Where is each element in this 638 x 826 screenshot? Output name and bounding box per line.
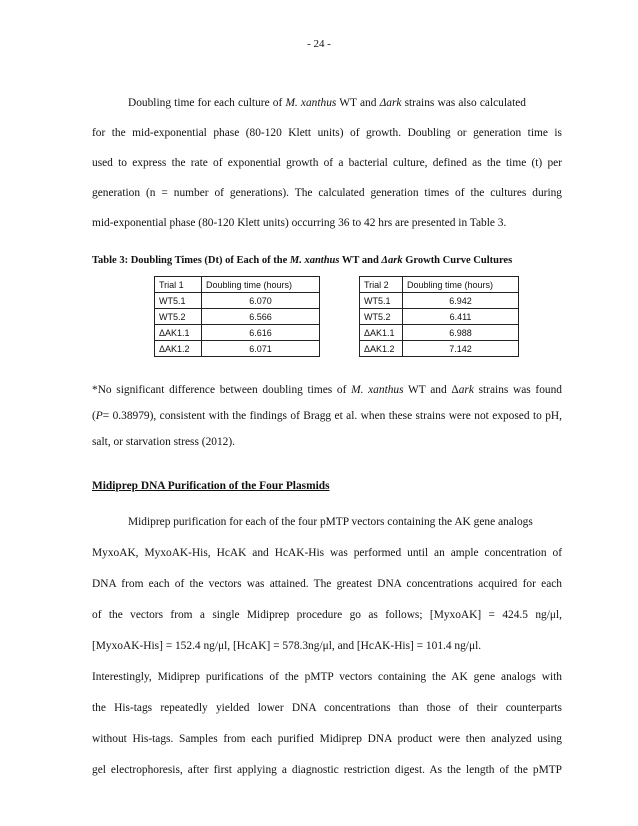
- table-row: [360, 309, 519, 325]
- table-header-row: [360, 277, 519, 293]
- table-cell: 6.071: [202, 341, 320, 357]
- paragraph-line: DNA from each of the vectors was attained. The greatest DNA concentrations acquired for each: [92, 578, 562, 590]
- column-header: Doubling time (hours): [202, 277, 320, 293]
- table-row: [155, 341, 320, 357]
- table-cell: ΔAK1.1: [360, 325, 403, 341]
- column-header: Doubling time (hours): [403, 277, 519, 293]
- paragraph-line: the His-tags repeatedly yielded lower DNA concentrations than those of their counterparts: [92, 702, 562, 714]
- table-row: [360, 325, 519, 341]
- column-header: Trial 1: [155, 277, 202, 293]
- table-row: [155, 309, 320, 325]
- table-cell: 6.988: [403, 325, 519, 341]
- table-cell: ΔAK1.2: [155, 341, 202, 357]
- table-cell: 6.942: [403, 293, 519, 309]
- paragraph-line: of the vectors from a single Midiprep procedure go as follows; [MyxoAK] = 424.5 ng/μl,: [92, 609, 562, 621]
- paragraph-line: gel electrophoresis, after first applying a diagnostic restriction digest. As the length of the pMTP: [92, 764, 562, 776]
- table-cell: WT5.2: [360, 309, 403, 325]
- table-cell: 7.142: [403, 341, 519, 357]
- table-cell: 6.411: [403, 309, 519, 325]
- note-line: salt, or starvation stress (2012).: [92, 436, 235, 448]
- table-cell: 6.616: [202, 325, 320, 341]
- table-row: [155, 325, 320, 341]
- paragraph-line: Doubling time for each culture of M. xanthus WT and Δark strains was also calculated: [128, 97, 526, 109]
- section-heading: Midiprep DNA Purification of the Four Plasmids: [92, 480, 330, 492]
- table-caption: Table 3: Doubling Times (Dt) of Each of the M. xanthus WT and Δark Growth Curve Cultures: [92, 255, 513, 266]
- table-cell: ΔAK1.2: [360, 341, 403, 357]
- paragraph-line: Midiprep purification for each of the four pMTP vectors containing the AK gene analogs: [128, 516, 533, 528]
- paragraph-line: generation (n = number of generations). The calculated generation times of the cultures during: [92, 187, 562, 199]
- paragraph-line: used to express the rate of exponential growth of a bacterial culture, defined as the time (t) per: [92, 157, 562, 169]
- table-row: [360, 293, 519, 309]
- paragraph-line: without His-tags. Samples from each purified Midiprep DNA product were then analyzed using: [92, 733, 562, 745]
- table-cell: ΔAK1.1: [155, 325, 202, 341]
- column-header: Trial 2: [360, 277, 403, 293]
- paragraph-line: MyxoAK, MyxoAK-His, HcAK and HcAK-His was performed until an ample concentration of: [92, 547, 562, 559]
- table-header-row: [155, 277, 320, 293]
- note-line: (P= 0.38979), consistent with the findings of Bragg et al. when these strains were not exposed to pH,: [92, 410, 562, 422]
- table-row: [360, 341, 519, 357]
- paragraph-line: Interestingly, Midiprep purifications of the pMTP vectors containing the AK gene analogs with: [92, 671, 562, 683]
- table-cell: WT5.2: [155, 309, 202, 325]
- table-trial-1: [154, 276, 320, 357]
- table-row: [155, 293, 320, 309]
- table-trial-2: [359, 276, 519, 357]
- note-line: *No significant difference between doubling times of M. xanthus WT and Δark strains was found: [92, 384, 562, 396]
- table-cell: WT5.1: [155, 293, 202, 309]
- table-cell: 6.070: [202, 293, 320, 309]
- paragraph-line: mid-exponential phase (80-120 Klett units) occurring 36 to 42 hrs are presented in Table 3.: [92, 217, 507, 229]
- table-cell: WT5.1: [360, 293, 403, 309]
- paragraph-line: [MyxoAK-His] = 152.4 ng/μl, [HcAK] = 578.3ng/μl, and [HcAK-His] = 101.4 ng/μl.: [92, 640, 482, 652]
- paragraph-line: for the mid-exponential phase (80-120 Klett units) of growth. Doubling or generation time is: [92, 127, 562, 139]
- page-number: - 24 -: [307, 38, 331, 50]
- table-cell: 6.566: [202, 309, 320, 325]
